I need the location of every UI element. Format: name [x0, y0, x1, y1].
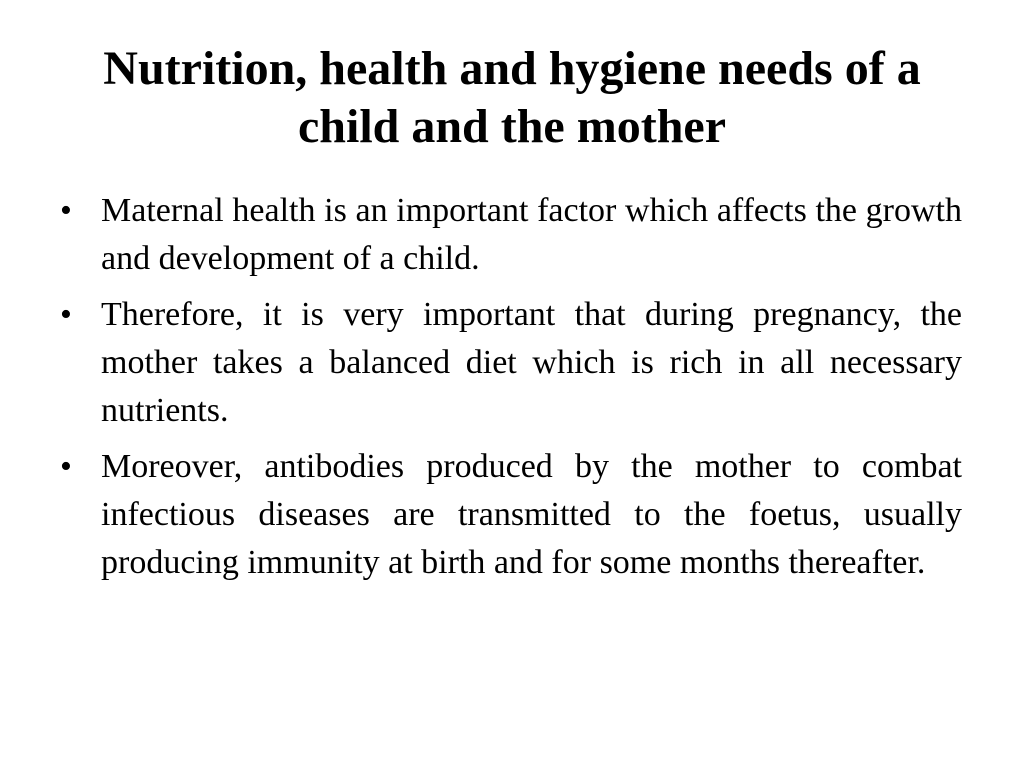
bullet-icon: •	[60, 296, 72, 333]
bullet-text: Moreover, antibodies produced by the mother to combat infectious diseases are transmitted to the foetus, usually producing immunity at birth and for some months thereafter.	[101, 448, 962, 581]
bullet-item	[56, 187, 962, 283]
bullet-item	[56, 291, 962, 435]
bullet-icon: •	[60, 192, 72, 229]
bullet-list	[56, 187, 962, 595]
bullet-text: Maternal health is an important factor which affects the growth and development of a child.	[101, 192, 962, 277]
bullet-item	[56, 443, 962, 587]
slide-title: Nutrition, health and hygiene needs of a child and the mother	[103, 42, 921, 153]
bullet-text: Therefore, it is very important that during pregnancy, the mother takes a balanced diet which is rich in all necessary nutrients.	[101, 296, 962, 429]
bullet-icon: •	[60, 448, 72, 485]
